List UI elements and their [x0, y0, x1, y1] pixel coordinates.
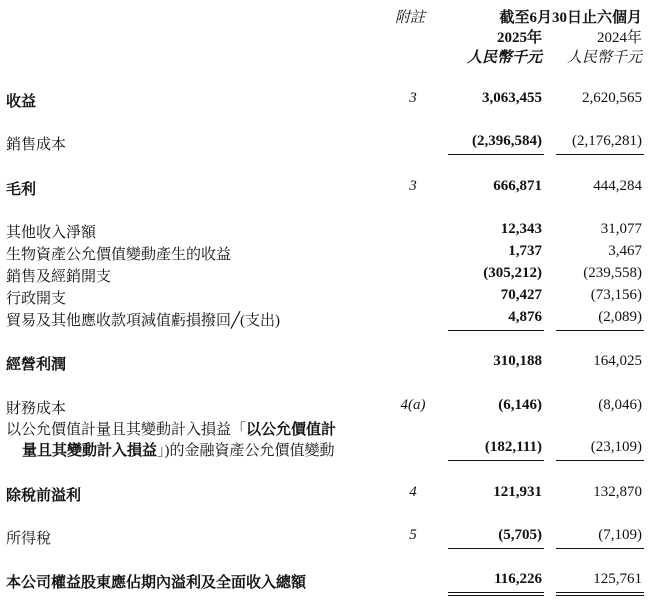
row-label-gross-profit: 毛利 [6, 182, 37, 198]
row-value-2024-fvtpl: (23,109) [590, 439, 642, 455]
double-underline-2025-top [448, 592, 544, 593]
row-label-admin-expenses: 行政開支 [6, 291, 67, 307]
row-value-2024-other-income: 31,077 [600, 221, 642, 237]
underline-2025-fvtpl [448, 460, 544, 461]
row-value-2025-total-comprehensive-income: 116,226 [494, 571, 542, 587]
row-value-2025-impairment-reversal: 4,876 [508, 309, 542, 325]
fvtpl-label-bold2: 量且其變動計入損益 [22, 443, 158, 459]
note-column-header: 附註 [395, 10, 426, 26]
row-label-impairment-reversal: 貿易及其他應收款項減值虧損撥回╱(支出) [6, 313, 281, 329]
period-header: 截至6月30日止六個月 [499, 10, 642, 26]
row-label-fvtpl-line1 [6, 418, 336, 439]
row-label-operating-profit: 經營利潤 [6, 357, 67, 373]
row-value-2024-total-comprehensive-income: 125,761 [593, 571, 642, 587]
row-value-2025-selling-expenses: (305,212) [483, 265, 542, 281]
row-note-finance-costs: 4(a) [400, 397, 426, 413]
row-value-2024-operating-profit: 164,025 [593, 353, 642, 369]
row-value-2025-cost-of-sales: (2,396,584) [472, 133, 542, 149]
row-value-2024-admin-expenses: (73,156) [590, 287, 642, 303]
underline-2024-income-tax [556, 548, 644, 549]
row-value-2025-gross-profit: 666,871 [493, 178, 542, 194]
row-note-profit-before-tax: 4 [409, 484, 417, 500]
row-value-2025-admin-expenses: 70,427 [500, 287, 542, 303]
row-label-selling-expenses: 銷售及經銷開支 [6, 269, 112, 285]
underline-2024-cost-of-sales [556, 154, 644, 155]
unit-2024-header: 人民幣千元 [566, 50, 642, 66]
row-value-2024-biological-assets-gain: 3,467 [608, 243, 642, 259]
underline-2025-impairment-reversal [448, 330, 544, 331]
row-label-total-comprehensive-income: 本公司權益股東應佔期內溢利及全面收入總額 [6, 575, 307, 591]
row-note-revenue: 3 [409, 90, 417, 106]
double-underline-2025-bottom [448, 595, 544, 596]
row-value-2024-impairment-reversal: (2,089) [598, 309, 642, 325]
year-2024-header: 2024年 [596, 30, 642, 46]
row-label-biological-assets-gain: 生物資產公允價值變動產生的收益 [6, 247, 232, 263]
row-label-revenue: 收益 [6, 94, 37, 110]
row-value-2024-selling-expenses: (239,558) [583, 265, 642, 281]
double-underline-2024-top [556, 592, 644, 593]
underline-2024-fvtpl [556, 460, 644, 461]
row-label-cost-of-sales: 銷售成本 [6, 137, 67, 153]
row-label-finance-costs: 財務成本 [6, 401, 67, 417]
row-value-2025-other-income: 12,343 [500, 221, 542, 237]
row-value-2025-biological-assets-gain: 1,737 [508, 243, 542, 259]
row-value-2024-revenue: 2,620,565 [582, 90, 642, 106]
row-label-profit-before-tax: 除稅前溢利 [6, 488, 82, 504]
underline-2025-cost-of-sales [448, 154, 544, 155]
row-label-income-tax: 所得稅 [6, 531, 52, 547]
fvtpl-label-part1: 以公允價值計量且其變動計入損益「 [6, 422, 247, 438]
row-label-fvtpl-line2 [22, 439, 335, 460]
unit-2025-header: 人民幣千元 [466, 50, 542, 66]
fvtpl-label-bold1: 以公允價值計 [246, 422, 337, 438]
row-note-income-tax: 5 [409, 527, 417, 543]
row-value-2024-income-tax: (7,109) [598, 527, 642, 543]
row-note-gross-profit: 3 [409, 178, 417, 194]
row-value-2024-cost-of-sales: (2,176,281) [572, 133, 642, 149]
underline-2024-impairment-reversal [556, 330, 644, 331]
row-value-2025-revenue: 3,063,455 [482, 90, 542, 106]
row-value-2024-gross-profit: 444,284 [593, 178, 642, 194]
underline-2025-income-tax [448, 548, 544, 549]
row-value-2024-finance-costs: (8,046) [598, 397, 642, 413]
row-value-2025-operating-profit: 310,188 [493, 353, 542, 369]
row-value-2025-profit-before-tax: 121,931 [493, 484, 542, 500]
double-underline-2024-bottom [556, 595, 644, 596]
row-value-2025-income-tax: (5,705) [498, 527, 542, 543]
row-value-2024-profit-before-tax: 132,870 [593, 484, 642, 500]
row-label-other-income: 其他收入淨額 [6, 225, 97, 241]
year-2025-header: 2025年 [496, 30, 542, 46]
row-value-2025-finance-costs: (6,146) [498, 397, 542, 413]
fvtpl-label-part2: 」)的金融資產公允價值變動 [157, 443, 335, 459]
row-value-2025-fvtpl: (182,111) [484, 439, 542, 455]
